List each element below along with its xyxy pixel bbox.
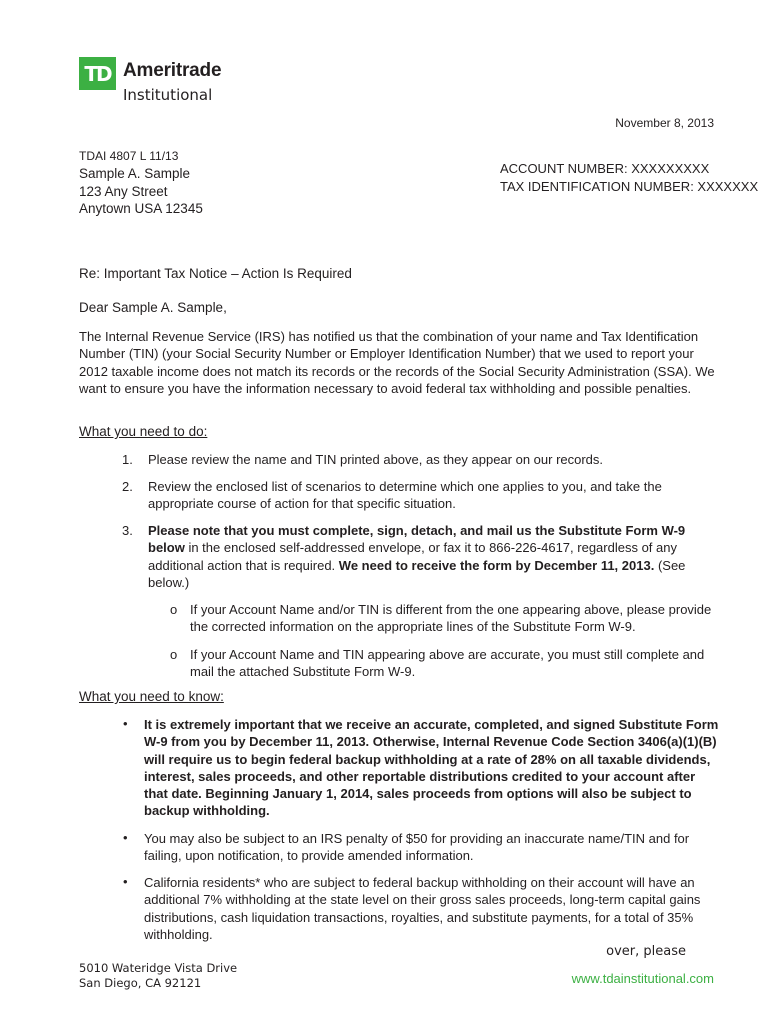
recipient-address <box>79 165 203 218</box>
item3-see-below: (See below.) <box>148 557 686 590</box>
bullet-marker: • <box>123 716 128 731</box>
todo-item-2: Review the enclosed list of scenarios to determine which one applies to you, and take the appropriate course of action for that specific situation. <box>148 479 662 512</box>
letter-date: November 8, 2013 <box>615 116 714 130</box>
sub-item-1: If your Account Name and/or TIN is different from the one appearing above, please provide the corrected information on the appropriate lines of the Substitute Form W-9. <box>190 602 712 635</box>
todo-item-1: Please review the name and TIN printed above, as they appear on our records. <box>148 452 604 467</box>
bullet-marker: • <box>123 830 128 845</box>
todo-item-3 <box>148 522 718 591</box>
brand-subtitle: Institutional <box>123 86 213 104</box>
know-bullet-3: California residents* who are subject to federal backup withholding on their account will have an additional 7% withholding at the state level on their gross sales proceeds, long-term capital gains distributions, cash liquidation transactions, royalties, and substitute payments, for a total of 35% withholding. <box>144 875 701 942</box>
intro-paragraph: The Internal Revenue Service (IRS) has notified us that the combination of your name and Tax Identification Number (TIN) (your Social Security Number or Employer Identification Number) that we used to report your 2012 taxable income does not match its records or the records of the Social Security Administration (SSA). We want to ensure you have the information necessary to avoid federal tax withholding and possible penalties. <box>79 329 715 396</box>
know-bullet-2: You may also be subject to an IRS penalty of $50 for providing an inaccurate name/TIN and for failing, upon notification, to provide amended information. <box>144 831 690 864</box>
brand-name: Ameritrade <box>123 60 222 81</box>
address-line: Anytown USA 12345 <box>79 201 203 216</box>
tax-id-number: TAX IDENTIFICATION NUMBER: XXXXXXX <box>500 179 759 194</box>
sub-bullet: o <box>170 647 178 662</box>
item3-bold-part: Please note that you must complete, sign, detach, and mail us the Substitute Form W-9 below <box>148 523 686 556</box>
account-info <box>500 160 758 196</box>
account-number: ACCOUNT NUMBER: XXXXXXXXX <box>500 161 710 176</box>
item3-deadline: We need to receive the form by December 11, 2013. <box>338 557 655 573</box>
item3-text-part: in the enclosed self-addressed envelope, or fax it to 866-226-4617, regardless of any additional action that is required. <box>148 540 677 573</box>
item-number: 3. <box>122 523 133 538</box>
over-please: over, please <box>606 944 686 959</box>
bullet-marker: • <box>123 874 128 889</box>
website-link[interactable]: www.tdainstitutional.com <box>571 971 714 986</box>
item-number: 2. <box>122 479 133 494</box>
address-line: 123 Any Street <box>79 183 168 199</box>
footer-address-line: San Diego, CA 92121 <box>79 976 202 990</box>
todo-heading: What you need to do: <box>79 424 208 439</box>
sub-bullet: o <box>170 602 178 617</box>
td-logo-mark: TD <box>79 57 116 90</box>
know-heading: What you need to know: <box>79 689 224 704</box>
item-number: 1. <box>122 452 133 467</box>
footer-address-line: 5010 Wateridge Vista Drive <box>79 961 238 975</box>
know-bullet-1: It is extremely important that we receive an accurate, completed, and signed Substitute Form W-9 from you by December 11, 2013. Otherwise, Internal Revenue Code Section 3406(a)(1)(B) will require us to begin federal backup withholding at a rate of 28% on all taxable dividends, interest, sales proceeds, and other reportable distributions credited to your account after that date. Beginning January 1, 2014, sales proceeds from options will also be subject to backup withholding. <box>144 717 719 819</box>
subject-line: Re: Important Tax Notice – Action Is Required <box>79 266 352 281</box>
sub-item-2: If your Account Name and TIN appearing above are accurate, you must still complete and mail the attached Substitute Form W-9. <box>190 647 705 680</box>
form-code: TDAI 4807 L 11/13 <box>79 149 179 163</box>
footer-address <box>79 961 237 991</box>
address-line: Sample A. Sample <box>79 166 191 181</box>
salutation: Dear Sample A. Sample, <box>79 300 227 315</box>
